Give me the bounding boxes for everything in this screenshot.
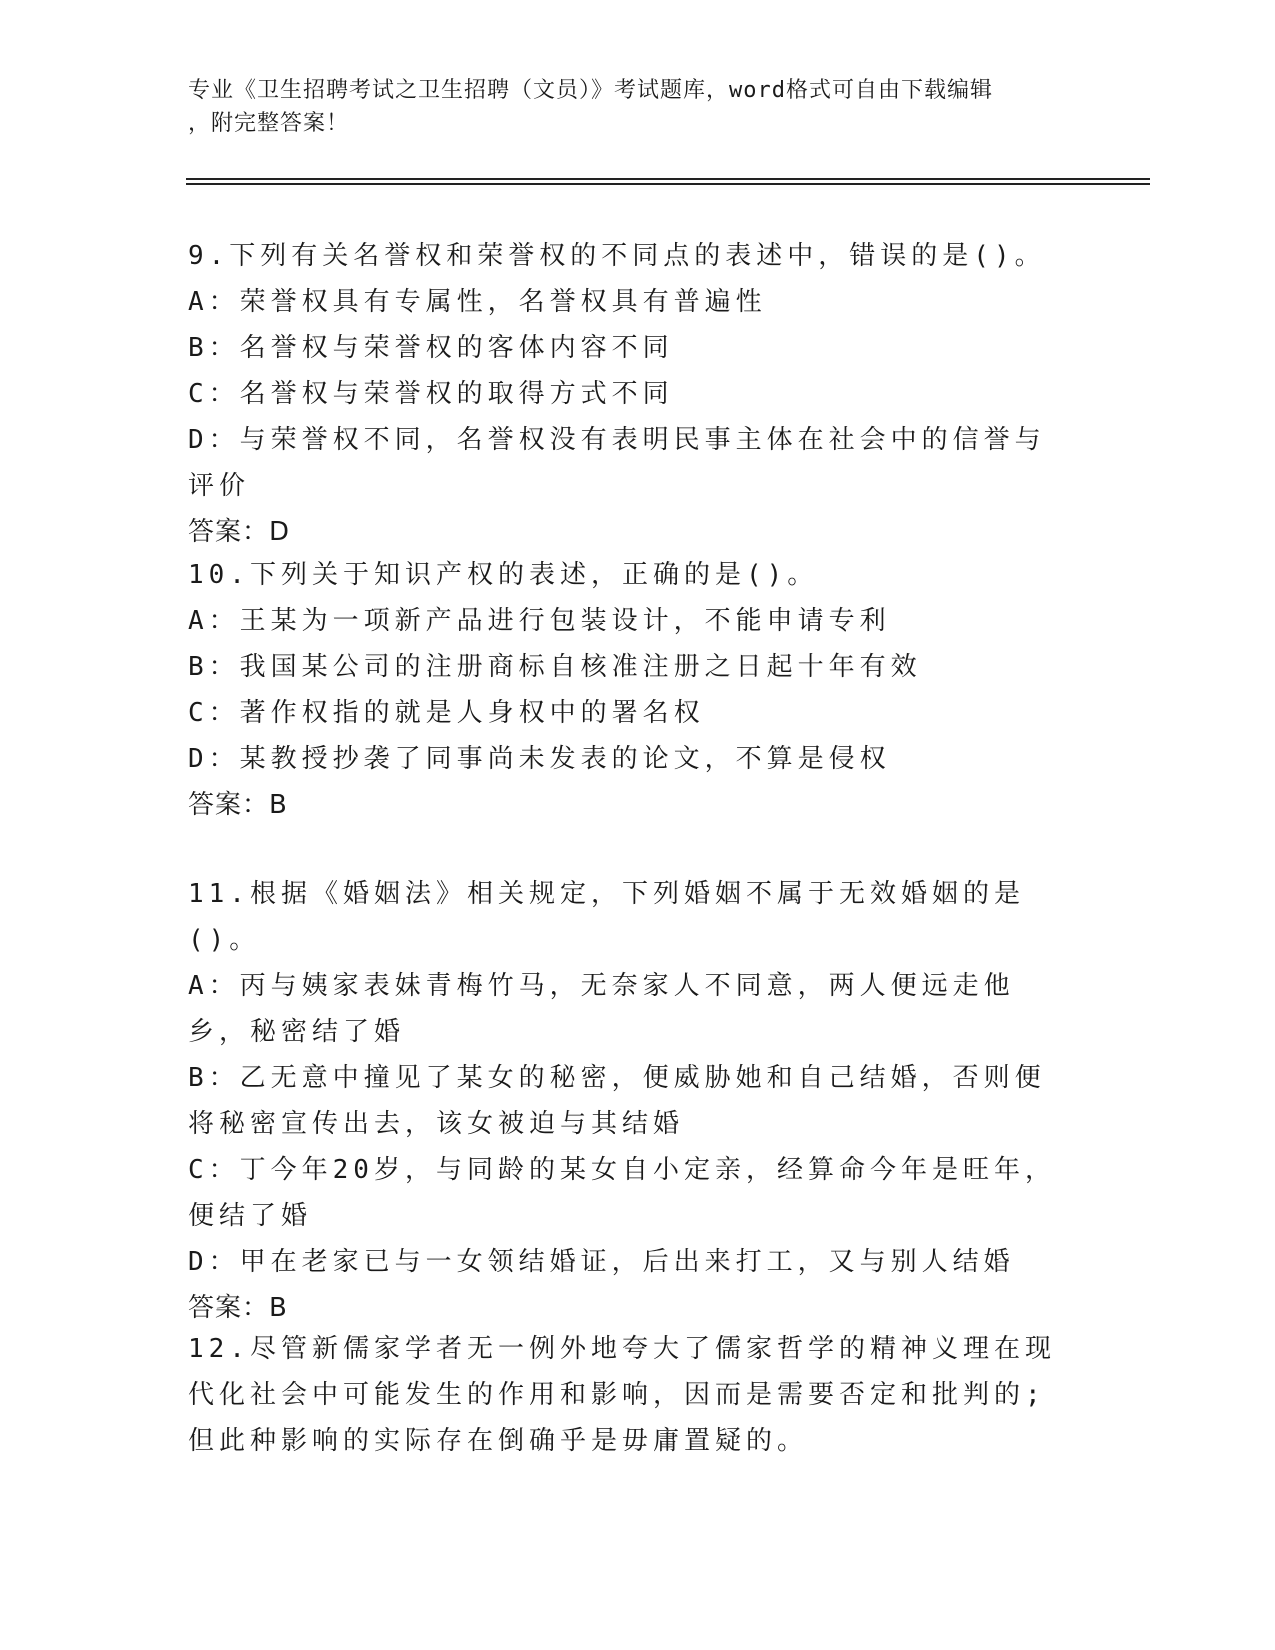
option-b: B：乙无意中撞见了某女的秘密，便威胁她和自己结婚，否则便将秘密宣传出去，该女被迫与其结婚 bbox=[188, 1063, 1046, 1139]
option-a: A：荣誉权具有专属性，名誉权具有普遍性 bbox=[188, 287, 767, 317]
option-b: B：名誉权与荣誉权的客体内容不同 bbox=[188, 333, 674, 363]
answer-line: 答案：B bbox=[188, 1293, 288, 1323]
question-stem: 9.下列有关名誉权和荣誉权的不同点的表述中，错误的是()。 bbox=[188, 241, 1046, 271]
option-b: B：我国某公司的注册商标自核准注册之日起十年有效 bbox=[188, 652, 922, 682]
question-11 bbox=[188, 871, 1068, 1331]
question-9 bbox=[188, 233, 1068, 555]
document-header bbox=[188, 74, 1068, 140]
option-c: C：著作权指的就是人身权中的署名权 bbox=[188, 698, 705, 728]
question-10 bbox=[188, 552, 1068, 828]
answer-line: 答案：D bbox=[188, 517, 291, 547]
option-d: D：某教授抄袭了同事尚未发表的论文，不算是侵权 bbox=[188, 744, 891, 774]
option-d: D：甲在老家已与一女领结婚证，后出来打工，又与别人结婚 bbox=[188, 1247, 1015, 1277]
header-line-2: ，附完整答案！ bbox=[188, 111, 350, 136]
header-divider-top bbox=[186, 178, 1150, 180]
option-c: C：名誉权与荣誉权的取得方式不同 bbox=[188, 379, 674, 409]
question-stem: 12.尽管新儒家学者无一例外地夸大了儒家哲学的精神义理在现代化社会中可能发生的作用和影响，因而是需要否定和批判的;但此种影响的实际存在倒确乎是毋庸置疑的。 bbox=[188, 1334, 1056, 1456]
option-a: A：王某为一项新产品进行包装设计，不能申请专利 bbox=[188, 606, 891, 636]
question-stem: 10.下列关于知识产权的表述，正确的是()。 bbox=[188, 560, 819, 590]
question-12 bbox=[188, 1326, 1068, 1464]
header-divider-bottom bbox=[186, 183, 1150, 185]
option-a: A：丙与姨家表妹青梅竹马，无奈家人不同意，两人便远走他乡，秘密结了婚 bbox=[188, 971, 1015, 1047]
question-stem: 11.根据《婚姻法》相关规定，下列婚姻不属于无效婚姻的是()。 bbox=[188, 879, 1025, 955]
option-c: C：丁今年20岁，与同龄的某女自小定亲，经算命今年是旺年，便结了婚 bbox=[188, 1155, 1056, 1231]
option-d: D：与荣誉权不同，名誉权没有表明民事主体在社会中的信誉与评价 bbox=[188, 425, 1046, 501]
answer-line: 答案：B bbox=[188, 790, 288, 820]
header-line-1: 专业《卫生招聘考试之卫生招聘（文员）》考试题库，word格式可自由下载编辑 bbox=[188, 78, 993, 103]
